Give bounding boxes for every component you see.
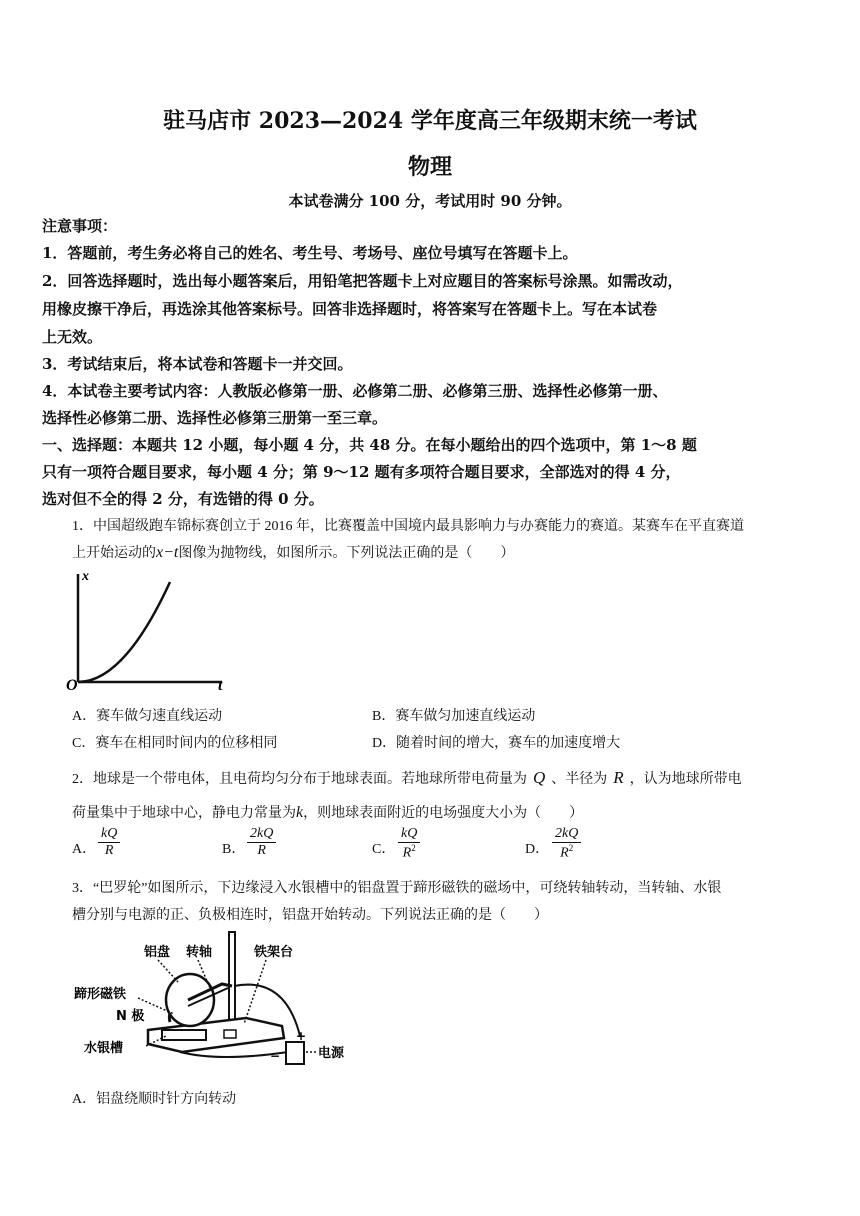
note-line: 4．本试卷主要考试内容：人教版必修第一册、必修第二册、必修第三册、选择性必修第一册、 — [42, 382, 668, 400]
q1-stem — [72, 542, 514, 562]
note-line: 选择性必修第二册、选择性必修第三册第一至三章。 — [42, 409, 388, 427]
y-axis-label: x — [82, 569, 89, 584]
q2-option-b-label: B． — [222, 842, 246, 857]
plus-sign: + — [296, 1029, 307, 1043]
barlow-wheel-figure — [70, 926, 370, 1076]
q2-option-c-label: C． — [372, 842, 396, 857]
fraction-denominator — [98, 843, 120, 859]
note-line: 3．考试结束后，将本试卷和答题卡一并交回。 — [42, 355, 353, 373]
note-line: 上无效。 — [42, 328, 103, 346]
q2-option-d-label: D． — [525, 842, 550, 857]
power-source — [286, 1042, 304, 1064]
q2-option-c-fraction — [398, 826, 420, 862]
mercury-trough — [162, 1030, 206, 1040]
q1-option-b: B．赛车做匀加速直线运动 — [372, 709, 536, 724]
q2-stem-text: 2．地球是一个带电体，且电荷均匀分布于地球表面。若地球所带电荷量为 — [72, 772, 527, 787]
q3-stem: 槽分别与电源的正、负极相连时，铝盘开始转动。下列说法正确的是（ ） — [72, 908, 548, 923]
stand-pole — [229, 932, 235, 1030]
denominator-text: R — [560, 845, 569, 861]
q2-stem-text: 荷量集中于地球中心，静电力常量为 — [72, 806, 296, 821]
q2-stem — [72, 768, 742, 788]
denominator-text: R — [104, 843, 114, 858]
denominator-text: R — [257, 843, 266, 858]
label-npole: N 极 — [116, 1009, 145, 1024]
label-source: 电源 — [318, 1046, 345, 1061]
x-axis-label: t — [218, 677, 223, 694]
q2-var-r: R — [613, 768, 624, 787]
fraction-numerator: 2kQ — [552, 826, 581, 843]
exam-title: 驻马店市 2023—2024 学年度高三年级期末统一考试 — [163, 108, 697, 134]
label-magnet: 蹄形磁铁 — [74, 987, 127, 1002]
note-line: 用橡皮擦干净后，再选涂其他答案标号。回答非选择题时，将答案写在答题卡上。写在本试卷 — [42, 300, 658, 318]
q2-stem-text: 、半径为 — [551, 772, 608, 787]
q2-option-a-fraction — [98, 826, 120, 859]
fraction-numerator: kQ — [398, 826, 420, 843]
label-axle: 转轴 — [186, 945, 213, 960]
q1-option-c: C．赛车在相同时间内的位移相同 — [72, 736, 278, 751]
q2-stem — [72, 802, 583, 822]
exponent: 2 — [411, 843, 416, 853]
q1-option-a: A．赛车做匀速直线运动 — [72, 709, 223, 724]
note-line: 1．答题前，考生务必将自己的姓名、考生号、考场号、座位号填写在答题卡上。 — [42, 244, 578, 262]
q1-stem-text: 上开始运动的 — [72, 546, 156, 561]
label-stand: 铁架台 — [254, 945, 294, 960]
section-instruction: 只有一项符合题目要求，每小题 4 分；第 9～12 题有多项符合题目要求，全部选对的得 4 分， — [42, 463, 681, 481]
q1-stem-text: 图像为抛物线，如图所示。下列说法正确的是（ ） — [178, 546, 515, 561]
q2-option-a-label: A． — [72, 842, 97, 857]
note-line: 2．回答选择题时，选出每小题答案后，用铅笔把答题卡上对应题目的答案标号涂黑。如需改动， — [42, 272, 683, 290]
fraction-numerator: 2kQ — [247, 826, 276, 843]
q2-option-b-fraction — [247, 826, 276, 859]
q3-stem: 3．“巴罗轮”如图所示，下边缘浸入水银槽中的铝盘置于蹄形磁铁的磁场中，可绕转轴转动，当转轴、水银 — [72, 881, 722, 896]
denominator-text: R — [402, 845, 412, 861]
q1-xt-graph — [66, 566, 236, 696]
fraction-denominator — [398, 843, 420, 862]
fraction-denominator — [247, 843, 276, 859]
subject-title: 物理 — [407, 154, 452, 180]
q2-stem-text: ，则地球表面附近的电场强度大小为（ ） — [303, 806, 584, 821]
q2-option-d-fraction — [552, 826, 581, 862]
fraction-numerator: kQ — [98, 826, 120, 843]
section-instruction: 选对但不全的得 2 分，有选错的得 0 分。 — [42, 490, 324, 508]
q2-var-q: Q — [533, 768, 546, 787]
clamp — [224, 1030, 236, 1038]
exam-subtitle: 本试卷满分 100 分，考试用时 90 分钟。 — [288, 192, 572, 210]
q1-option-d: D．随着时间的增大，赛车的加速度增大 — [372, 736, 621, 751]
label-trough: 水银槽 — [84, 1041, 124, 1056]
parabola-curve — [78, 582, 170, 682]
notes-heading: 注意事项： — [42, 217, 118, 235]
section-instruction: 一、选择题：本题共 12 小题，每小题 4 分，共 48 分。在每小题给出的四个选项中，第 1～8 题 — [42, 436, 697, 454]
origin-label: O — [66, 677, 78, 694]
q3-option-a: A．铝盘绕顺时针方向转动 — [72, 1092, 237, 1107]
q1-math: x−t — [156, 544, 179, 561]
leader-stand — [244, 960, 266, 1024]
exponent: 2 — [568, 843, 574, 853]
q2-var-k: k — [296, 804, 304, 821]
q1-stem: 1．中国超级跑车锦标赛创立于 2016 年，比赛覆盖中国境内最具影响力与办赛能力的赛道。某赛车在平直赛道 — [72, 519, 744, 534]
label-disk: 铝盘 — [144, 945, 171, 960]
leader-disk — [158, 960, 178, 982]
fraction-denominator — [552, 843, 581, 862]
minus-sign: − — [270, 1049, 281, 1063]
q2-stem-text: ，认为地球所带电 — [629, 772, 742, 787]
